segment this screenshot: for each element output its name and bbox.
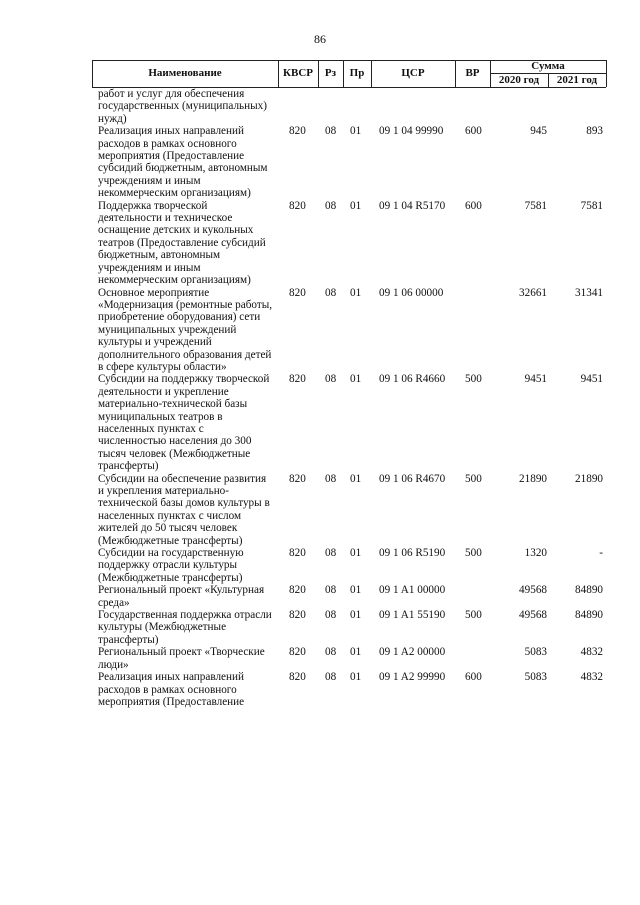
row-name: Государственная поддержка отрасли культуры (Межбюджетные трансферты) [98, 609, 272, 646]
header-sum: Сумма [531, 60, 565, 72]
row-name: Региональный проект «Культурная среда» [98, 584, 265, 609]
row-kvsr: 820 [289, 286, 306, 299]
row-csr: 09 1 04 R5170 [379, 199, 446, 212]
row-sum-2021: 21890 [575, 472, 603, 485]
row-sum-2021: 9451 [580, 373, 603, 386]
row-sum-2020: 1320 [524, 547, 547, 560]
row-name: Реализация иных направлений расходов в рамках основного мероприятия (Предоставление субсидий бюджетным, автономным учреждениям и иным некоммерческим организациям) [98, 125, 268, 200]
table-row [0, 200, 640, 287]
row-pr: 01 [350, 547, 362, 560]
row-sum-2021: 84890 [575, 584, 603, 597]
row-sum-2020: 32661 [519, 286, 547, 299]
row-rz: 08 [325, 646, 337, 659]
page-number: 86 [314, 32, 326, 46]
table-row [0, 88, 640, 125]
row-pr: 01 [350, 125, 362, 138]
row-name: Субсидии на поддержку творческой деятельности и укрепление материально-технической базы муниципальных театров в населенных пунктах с численностью населения до 300 тысяч человек (Межбюджетные трансферты) [98, 373, 270, 473]
row-pr: 01 [350, 646, 362, 659]
row-vr: 500 [465, 373, 482, 386]
row-pr: 01 [350, 584, 362, 597]
row-sum-2021: 84890 [575, 609, 603, 622]
row-csr: 09 1 06 R4670 [379, 472, 446, 485]
row-pr: 01 [350, 609, 362, 622]
row-sum-2021: 4832 [580, 671, 603, 684]
header-year-2020: 2020 год [498, 74, 540, 86]
row-sum-2021: 4832 [580, 646, 603, 659]
row-vr: 600 [465, 125, 482, 138]
row-pr: 01 [350, 373, 362, 386]
table-body [0, 88, 640, 708]
table-row [0, 473, 640, 547]
row-rz: 08 [325, 584, 337, 597]
row-rz: 08 [325, 125, 337, 138]
row-sum-2020: 7581 [524, 199, 547, 212]
row-rz: 08 [325, 373, 337, 386]
row-kvsr: 820 [289, 547, 306, 560]
row-rz: 08 [325, 671, 337, 684]
row-rz: 08 [325, 472, 337, 485]
row-vr: 500 [465, 472, 482, 485]
row-sum-2021: - [599, 547, 603, 560]
header-year-2021: 2021 год [556, 74, 598, 86]
row-sum-2020: 9451 [524, 373, 547, 386]
row-kvsr: 820 [289, 584, 306, 597]
row-kvsr: 820 [289, 199, 306, 212]
header-csr: ЦСР [401, 67, 425, 79]
row-kvsr: 820 [289, 373, 306, 386]
header-vr: ВР [465, 67, 480, 79]
row-name: Поддержка творческой деятельности и техническое оснащение детских и кукольных театров (Предоставление субсидий бюджетным, автономным учреждениям и иным некоммерческим организациям) [98, 199, 266, 287]
table-row [0, 646, 640, 671]
row-vr: 500 [465, 609, 482, 622]
row-sum-2020: 945 [530, 125, 547, 138]
row-sum-2021: 31341 [575, 286, 603, 299]
row-csr: 09 1 06 R4660 [379, 373, 446, 386]
row-sum-2020: 5083 [524, 671, 547, 684]
table-row [0, 609, 640, 646]
row-name: Региональный проект «Творческие люди» [98, 646, 265, 671]
table-row [0, 125, 640, 199]
row-name: Реализация иных направлений расходов в рамках основного мероприятия (Предоставление [98, 671, 245, 708]
row-rz: 08 [325, 547, 337, 560]
row-rz: 08 [325, 199, 337, 212]
header-divider [606, 60, 607, 87]
row-sum-2020: 49568 [519, 584, 547, 597]
row-csr: 09 1 A2 00000 [379, 646, 446, 659]
row-vr: 600 [465, 671, 482, 684]
table-row [0, 671, 640, 708]
row-rz: 08 [325, 286, 337, 299]
row-kvsr: 820 [289, 472, 306, 485]
row-csr: 09 1 A2 99990 [379, 671, 446, 684]
row-csr: 09 1 06 00000 [379, 286, 444, 299]
row-pr: 01 [350, 199, 362, 212]
header-pr: Пр [349, 67, 365, 79]
header-kvsr: КВСР [283, 67, 313, 79]
table-row [0, 584, 640, 609]
row-csr: 09 1 A1 00000 [379, 584, 446, 597]
table-row [0, 373, 640, 472]
row-sum-2020: 49568 [519, 609, 547, 622]
row-vr: 500 [465, 547, 482, 560]
header-name: Наименование [148, 67, 222, 79]
row-csr: 09 1 04 99990 [379, 125, 444, 138]
row-sum-2021: 893 [586, 125, 603, 138]
row-csr: 09 1 06 R5190 [379, 547, 446, 560]
row-kvsr: 820 [289, 646, 306, 659]
row-rz: 08 [325, 609, 337, 622]
row-name: работ и услуг для обеспечения государственных (муниципальных) нужд) [98, 88, 267, 125]
row-name: Субсидии на обеспечение развития и укрепления материально-технической базы домов культуры в населенных пунктах с числом жителей до 50 тысяч человек (Межбюджетные трансферты) [98, 472, 270, 547]
row-sum-2020: 5083 [524, 646, 547, 659]
header-rz: Рз [324, 67, 337, 79]
table-row [0, 547, 640, 584]
row-pr: 01 [350, 671, 362, 684]
row-name: Субсидии на государственную поддержку отрасли культуры (Межбюджетные трансферты) [98, 547, 244, 584]
row-vr: 600 [465, 199, 482, 212]
row-kvsr: 820 [289, 125, 306, 138]
row-sum-2021: 7581 [580, 199, 603, 212]
row-name: Основное мероприятие «Модернизация (ремонтные работы, приобретение оборудования) сети муниципальных учреждений культуры и учреждений дополнительного образования детей в сфере культуры области» [98, 286, 273, 373]
row-sum-2020: 21890 [519, 472, 547, 485]
row-kvsr: 820 [289, 609, 306, 622]
row-csr: 09 1 A1 55190 [379, 609, 446, 622]
row-pr: 01 [350, 286, 362, 299]
row-kvsr: 820 [289, 671, 306, 684]
row-pr: 01 [350, 472, 362, 485]
table-row [0, 287, 640, 374]
